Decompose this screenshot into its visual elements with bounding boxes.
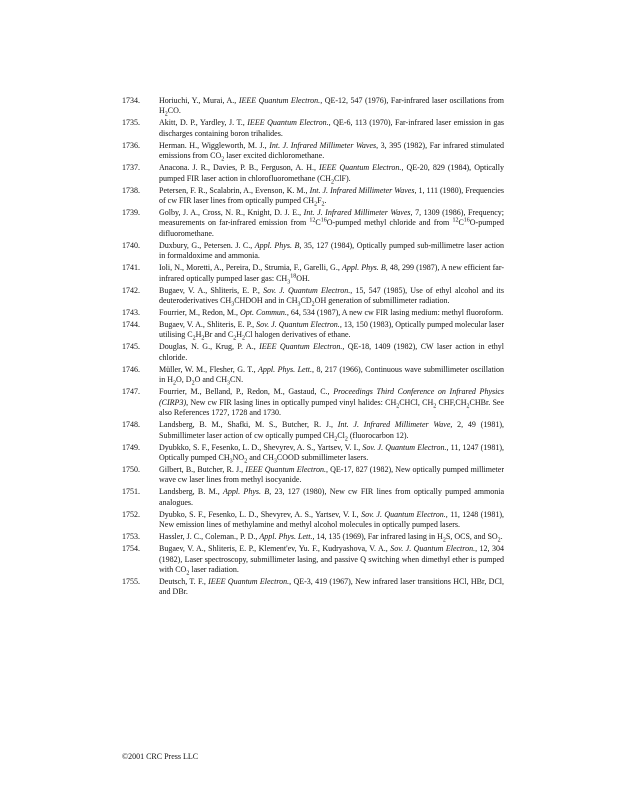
reference-text bbox=[159, 163, 504, 184]
reference-journal: Appl. Phys. B bbox=[341, 263, 386, 273]
reference-journal: IEEE Quantum Electron. bbox=[238, 96, 321, 105]
reference-text bbox=[159, 387, 504, 418]
reference-journal: Appl. Phys. Lett. bbox=[258, 364, 313, 374]
reference-number: 1754. bbox=[122, 544, 140, 554]
reference-authors: Landsberg, B. M., bbox=[159, 487, 224, 497]
reference-journal: Int. J. Infrared Millimeter Waves bbox=[269, 140, 377, 150]
reference-journal: Sov. J. Quantum Electron. bbox=[390, 544, 476, 554]
reference-authors: Bugaev, V. A., Shliteris, E. P., bbox=[159, 285, 264, 295]
reference-authors: Gilbert, B., Butcher, R. J., bbox=[159, 464, 246, 474]
reference-entry bbox=[122, 465, 504, 486]
reference-details: , 11, 1247 (1981), Optically pumped $CH_3NO_2$ and $CH_3COOD$ submillimeter lasers. bbox=[159, 442, 504, 465]
reference-text bbox=[159, 544, 504, 575]
reference-text bbox=[159, 532, 504, 542]
reference-journal: Int. J. Infrared Millimeter Waves bbox=[303, 208, 411, 218]
reference-authors: Duxbury, G., Petersen. J. C., bbox=[159, 240, 255, 250]
reference-entry bbox=[122, 208, 504, 239]
reference-entry bbox=[122, 241, 504, 262]
reference-authors: Bugaev, V. A., Shliteris, E. P., Klement'ev, Yu. F., Kudryashova, V. A., bbox=[159, 544, 391, 554]
reference-entry bbox=[122, 387, 504, 418]
reference-authors: Dyubko, S. F., Fesenko, L. D., Shevyrev, A. S., Yartsev, V. I., bbox=[159, 509, 362, 519]
reference-entry bbox=[122, 186, 504, 207]
reference-number: 1746. bbox=[122, 364, 140, 374]
reference-text bbox=[159, 443, 504, 464]
reference-number: 1740. bbox=[122, 240, 140, 250]
reference-details: , 15, 547 (1985), Use of ethyl alcohol and its deuteroderivatives $CH_3CHDOH$ and in $CH_3CD_2OH$ generation of submillimeter radiation. bbox=[159, 285, 504, 308]
reference-entry bbox=[122, 308, 504, 318]
reference-number: 1737. bbox=[122, 163, 140, 173]
reference-entry bbox=[122, 118, 504, 139]
reference-authors: Deutsch, T. F., bbox=[159, 576, 209, 586]
reference-authors: Müller, W. M., Flesher, G. T., bbox=[159, 364, 259, 374]
reference-entry bbox=[122, 420, 504, 441]
reference-text bbox=[159, 420, 504, 441]
reference-details: , 1, 111 (1980), Frequencies of cw FIR laser lines from optically pumped $CH_2F_2$. bbox=[159, 185, 505, 208]
reference-text bbox=[159, 241, 504, 262]
reference-journal: IEEE Quantum Electron. bbox=[259, 342, 343, 352]
reference-authors: Anacona. J. R., Davies, P. B., Ferguson, A. H., bbox=[159, 163, 320, 173]
reference-list bbox=[122, 96, 504, 599]
reference-text bbox=[159, 320, 504, 341]
reference-entry bbox=[122, 96, 504, 117]
reference-text bbox=[159, 510, 504, 531]
reference-details: , 7, 1309 (1986), Frequency; measurements on far-infrared emission from $^{12}C^{16}O$-pumped methyl chloride and from $^{12}C^{16}O$-pumped difluoromethane. bbox=[159, 208, 504, 238]
reference-journal: Opt. Commun. bbox=[240, 308, 287, 318]
reference-details: , 12, 304 (1982), Laser spectroscopy, submillimeter lasing, and passive Q switching when dimethyl ether is pumped with $CO_2$ laser radiation. bbox=[159, 544, 504, 577]
reference-details: , 48, 299 (1987), A new efficient far-infrared optically pumped laser gas: $CH_3^{18}OH$. bbox=[159, 263, 505, 286]
reference-text bbox=[159, 96, 504, 117]
reference-details: , QE-20, 829 (1984), Optically pumped FIR laser action in chlorofluoromethane $(CH_2ClF)$. bbox=[159, 163, 504, 186]
reference-details: , 13, 150 (1983), Optically pumped molecular laser utilising $C_2H_2Br$ and $C_2H_2Cl$ halogen derivatives of ethane. bbox=[159, 320, 504, 343]
reference-number: 1741. bbox=[122, 263, 140, 273]
reference-journal: IEEE Quantum Electron. bbox=[319, 163, 402, 173]
reference-journal: Sov. J. Quantum Electron. bbox=[263, 285, 351, 295]
reference-journal: IEEE Quantum Electron. bbox=[247, 118, 329, 128]
reference-authors: Dyubkko, S. F., Fesenko, L. D., Shevyrev, A. S., Yartsev, V. I., bbox=[159, 442, 363, 452]
reference-details: , 23, 127 (1980), New cw FIR lines from optically pumped ammonia analogues. bbox=[159, 487, 505, 507]
reference-entry bbox=[122, 141, 504, 162]
reference-journal: Appl. Phys. Lett. bbox=[259, 532, 313, 542]
reference-details: , New cw FIR lasing lines in optically pumped vinyl halides: $CH_2CHCl$, $CH_2$ $CHF,CH_2CHBr$. See also References 1727, 1728 and 1730. bbox=[159, 397, 504, 418]
reference-journal: Int. J. Infrared Millimeter Wave bbox=[337, 420, 451, 430]
reference-authors: Landsberg, B. M., Shafki, M. S., Butcher, R. J., bbox=[159, 420, 338, 430]
reference-text bbox=[159, 208, 504, 239]
reference-text bbox=[159, 487, 504, 508]
copyright-footer: ©2001 CRC Press LLC bbox=[122, 752, 199, 761]
reference-entry bbox=[122, 263, 504, 284]
reference-number: 1745. bbox=[122, 342, 140, 352]
reference-number: 1742. bbox=[122, 285, 140, 295]
reference-entry bbox=[122, 443, 504, 464]
reference-number: 1744. bbox=[122, 320, 140, 330]
reference-entry bbox=[122, 532, 504, 542]
reference-journal: Sov. J. Quantum Electron. bbox=[361, 509, 446, 519]
reference-journal: Sov. J. Quantum Electron. bbox=[256, 320, 340, 330]
reference-details: , 64, 534 (1987), A new cw FIR lasing medium: methyl fluoroform. bbox=[286, 308, 504, 318]
reference-authors: Fourrier, M., Redon, M., bbox=[159, 308, 241, 318]
reference-number: 1749. bbox=[122, 442, 140, 452]
reference-details: , QE-18, 1409 (1982), CW laser action in ethyl chloride. bbox=[159, 342, 504, 362]
reference-journal: Sov. J. Quantum Electron. bbox=[362, 442, 447, 452]
reference-entry bbox=[122, 286, 504, 307]
reference-authors: Petersen, F. R., Scalabrin, A., Evenson, K. M., bbox=[159, 185, 310, 195]
reference-number: 1753. bbox=[122, 532, 140, 542]
reference-details: , QE-17, 827 (1982), New optically pumped millimeter wave cw laser lines from methyl isocyanide. bbox=[159, 464, 504, 485]
reference-text bbox=[159, 141, 504, 162]
reference-entry bbox=[122, 163, 504, 184]
reference-number: 1748. bbox=[122, 420, 140, 430]
reference-authors: Fourrier, M., Belland, P., Redon, M., Gastaud, C., bbox=[159, 387, 334, 397]
reference-entry bbox=[122, 577, 504, 598]
reference-details: , 2, 49 (1981), Submillimeter laser action of cw optically pumped $CH_2Cl_2$ (fluorocarbon 12). bbox=[159, 420, 504, 443]
reference-entry bbox=[122, 365, 504, 386]
reference-number: 1743. bbox=[122, 308, 140, 318]
reference-text bbox=[159, 577, 504, 598]
reference-journal: Int. J. Infrared Millimeter Waves bbox=[309, 185, 415, 195]
reference-number: 1736. bbox=[122, 140, 140, 150]
reference-text bbox=[159, 342, 504, 363]
reference-number: 1750. bbox=[122, 464, 140, 474]
reference-details: , QE-3, 419 (1967), New infrared laser transitions HCl, HBr, DCl, and DBr. bbox=[159, 576, 505, 597]
reference-authors: Ioli, N., Moretti, A., Pereira, D., Strumia, F., Garelli, G., bbox=[159, 263, 342, 273]
reference-entry bbox=[122, 510, 504, 531]
reference-details: , 3, 395 (1982), Far infrared stimulated emissions from $CO_2$ laser excited dichloromethane. bbox=[159, 140, 505, 163]
reference-number: 1735. bbox=[122, 118, 140, 128]
reference-number: 1751. bbox=[122, 487, 140, 497]
reference-authors: Hassler, J. C., Coleman., P. D., bbox=[159, 532, 260, 542]
reference-details: , 11, 1248 (1981), New emission lines of methylamine and methyl alcohol molecules in optically pumped lasers. bbox=[159, 509, 505, 530]
reference-details: , 35, 127 (1984), Optically pumped sub-millimetre laser action in formaldoxime and ammonia. bbox=[159, 240, 505, 261]
reference-details: , 8, 217 (1966), Continuous wave submillimeter oscillation in $H_2O$, $D_2O$ and $CH_3CN$. bbox=[159, 364, 504, 387]
reference-number: 1747. bbox=[122, 387, 140, 397]
reference-entry bbox=[122, 544, 504, 575]
reference-authors: Bugaev, V. A., Shliteris, E. P., bbox=[159, 320, 257, 330]
reference-journal: Proceedings Third Conference on Infrared Physics (CIRP3) bbox=[159, 387, 504, 407]
reference-details: , QE-12, 547 (1976), Far-infrared laser oscillations from $H_2CO$. bbox=[159, 96, 504, 118]
reference-journal: Appl. Phys. B bbox=[254, 240, 300, 250]
reference-text bbox=[159, 308, 504, 318]
reference-authors: Akitt, D. P., Yardley, J. T., bbox=[159, 118, 248, 128]
reference-authors: Horiuchi, Y., Murai, A., bbox=[159, 96, 239, 105]
reference-journal: Appl. Phys. B bbox=[223, 487, 270, 497]
reference-details: , QE-6, 113 (1970), Far-infrared laser emission in gas discharges containing boron trihalides. bbox=[159, 118, 504, 138]
reference-journal: IEEE Quantum Electron. bbox=[245, 464, 326, 474]
reference-entry bbox=[122, 342, 504, 363]
reference-text bbox=[159, 263, 504, 284]
reference-authors: Golby, J. A., Cross, N. R., Knight, D. J. E., bbox=[159, 208, 304, 218]
reference-number: 1734. bbox=[122, 96, 140, 105]
reference-number: 1738. bbox=[122, 185, 140, 195]
reference-entry bbox=[122, 487, 504, 508]
reference-entry bbox=[122, 320, 504, 341]
reference-text bbox=[159, 186, 504, 207]
reference-authors: Douglas, N. G., Krug, P. A., bbox=[159, 342, 260, 352]
reference-text bbox=[159, 286, 504, 307]
reference-journal: IEEE Quantum Electron. bbox=[208, 576, 290, 586]
reference-authors: Herman. H., Wiggleworth, M. J., bbox=[159, 140, 270, 150]
reference-text bbox=[159, 118, 504, 139]
reference-details: , 14, 135 (1969), Far infrared lasing in $H_2S$, OCS, and $SO_2$. bbox=[312, 532, 503, 544]
reference-text bbox=[159, 465, 504, 486]
reference-number: 1739. bbox=[122, 208, 140, 218]
reference-number: 1752. bbox=[122, 509, 140, 519]
reference-number: 1755. bbox=[122, 576, 140, 586]
reference-text bbox=[159, 365, 504, 386]
